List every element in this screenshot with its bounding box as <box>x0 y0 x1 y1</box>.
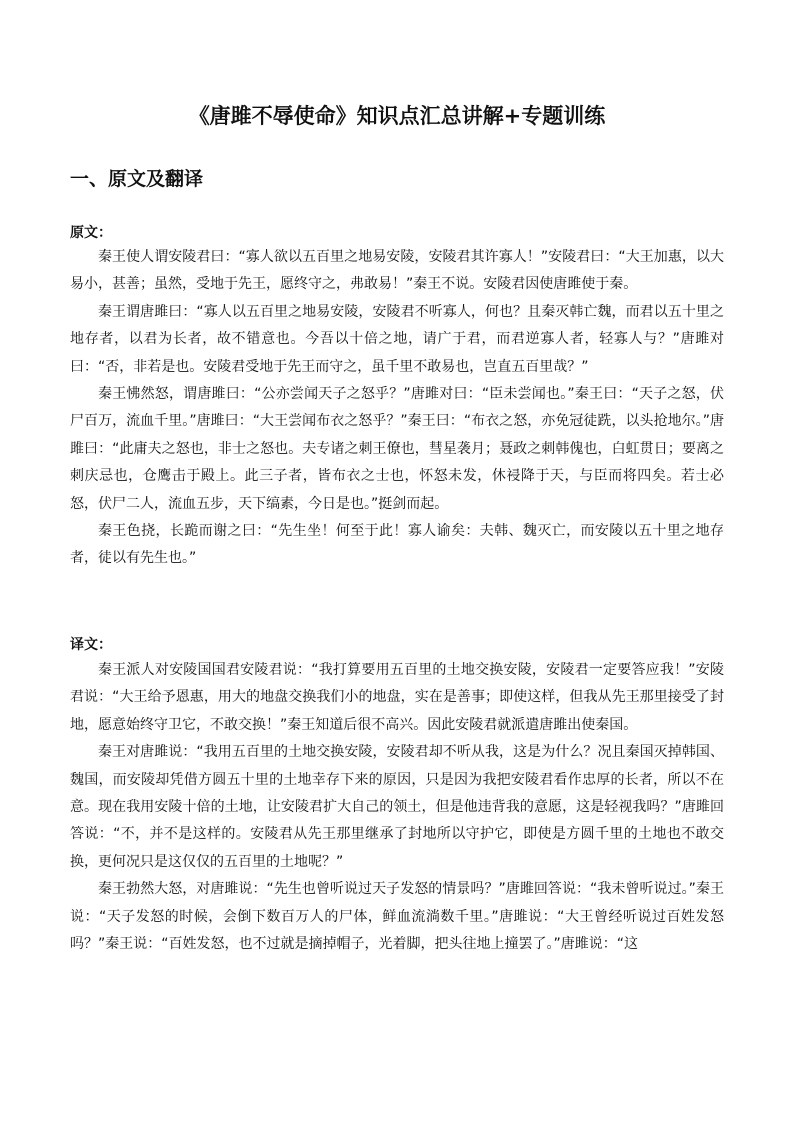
original-paragraph: 秦王怫然怒，谓唐雎曰：“公亦尝闻天子之怒乎？”唐雎对曰：“臣未尝闻也。”秦王曰：“天子之怒，伏尸百万，流血千里。”唐雎曰：“大王尝闻布衣之怒乎？”秦王曰：“布衣之怒，亦免冠徒跣，以头抢地尔。”唐雎曰：“此庸夫之怒也，非士之怒也。夫专诸之刺王僚也，彗星袭月；聂政之刺韩傀也，白虹贯日；要离之刺庆忌也，仓鹰击于殿上。此三子者，皆布衣之士也，怀怒未发，休祲降于天，与臣而将四矣。若士必怒，伏尸二人，流血五步，天下缟素，今日是也。”挺剑而起。 <box>70 386 724 512</box>
original-paragraph: 秦王谓唐雎曰：“寡人以五百里之地易安陵，安陵君不听寡人，何也？且秦灭韩亡魏，而君以五十里之地存者，以君为长者，故不错意也。今吾以十倍之地，请广于君，而君逆寡人者，轻寡人与？”唐雎对曰：“否，非若是也。安陵君受地于先王而守之，虽千里不敢易也，岂直五百里哉？” <box>70 303 724 375</box>
translation-paragraph: 秦王勃然大怒，对唐雎说：“先生也曾听说过天子发怒的情景吗？”唐雎回答说：“我未曾听说过。”秦王说：“天子发怒的时候，会倒下数百万人的尸体，鲜血流淌数千里。”唐雎说：“大王曾经听说过百姓发怒吗？”秦王说：“百姓发怒，也不过就是摘掉帽子，光着脚，把头往地上撞罢了。”唐雎说：“这 <box>70 881 724 953</box>
translation-paragraph: 秦王派人对安陵国国君安陵君说：“我打算要用五百里的土地交换安陵，安陵君一定要答应我！”安陵君说：“大王给予恩惠，用大的地盘交换我们小的地盘，实在是善事；即使这样，但我从先王那里接受了封地，愿意始终守卫它，不敢交换！”秦王知道后很不高兴。因此安陵君就派遣唐雎出使秦国。 <box>70 662 724 733</box>
translation-label: 译文： <box>70 637 112 653</box>
document-title: 《唐雎不辱使命》知识点汇总讲解+专题训练 <box>188 103 606 128</box>
original-paragraph: 秦王使人谓安陵君曰：“寡人欲以五百里之地易安陵，安陵君其许寡人！”安陵君曰：“大王加惠，以大易小，甚善；虽然，受地于先王，愿终守之，弗敢易！”秦王不说。安陵君因使唐雎使于秦。 <box>70 249 724 293</box>
original-paragraph: 秦王色挠，长跪而谢之曰：“先生坐！何至于此！寡人谕矣：夫韩、魏灭亡，而安陵以五十里之地存者，徒以有先生也。” <box>70 523 724 567</box>
section-heading: 一、原文及翻译 <box>70 168 204 190</box>
original-text-label: 原文： <box>70 225 112 241</box>
translation-text-block <box>70 657 724 958</box>
original-text-block <box>70 244 724 573</box>
translation-paragraph: 秦王对唐雎说：“我用五百里的土地交换安陵，安陵君却不听从我，这是为什么？况且秦国灭掉韩国、魏国，而安陵却凭借方圆五十里的土地幸存下来的原因，只是因为我把安陵君看作忠厚的长者，所以不在意。现在我用安陵十倍的土地，让安陵君扩大自己的领土，但是他违背我的意愿，这是轻视我吗？”唐雎回答说：“不，并不是这样的。安陵君从先王那里继承了封地所以守护它，即使是方圆千里的土地也不敢交换，更何况只是这仅仅的五百里的土地呢？” <box>70 744 724 870</box>
